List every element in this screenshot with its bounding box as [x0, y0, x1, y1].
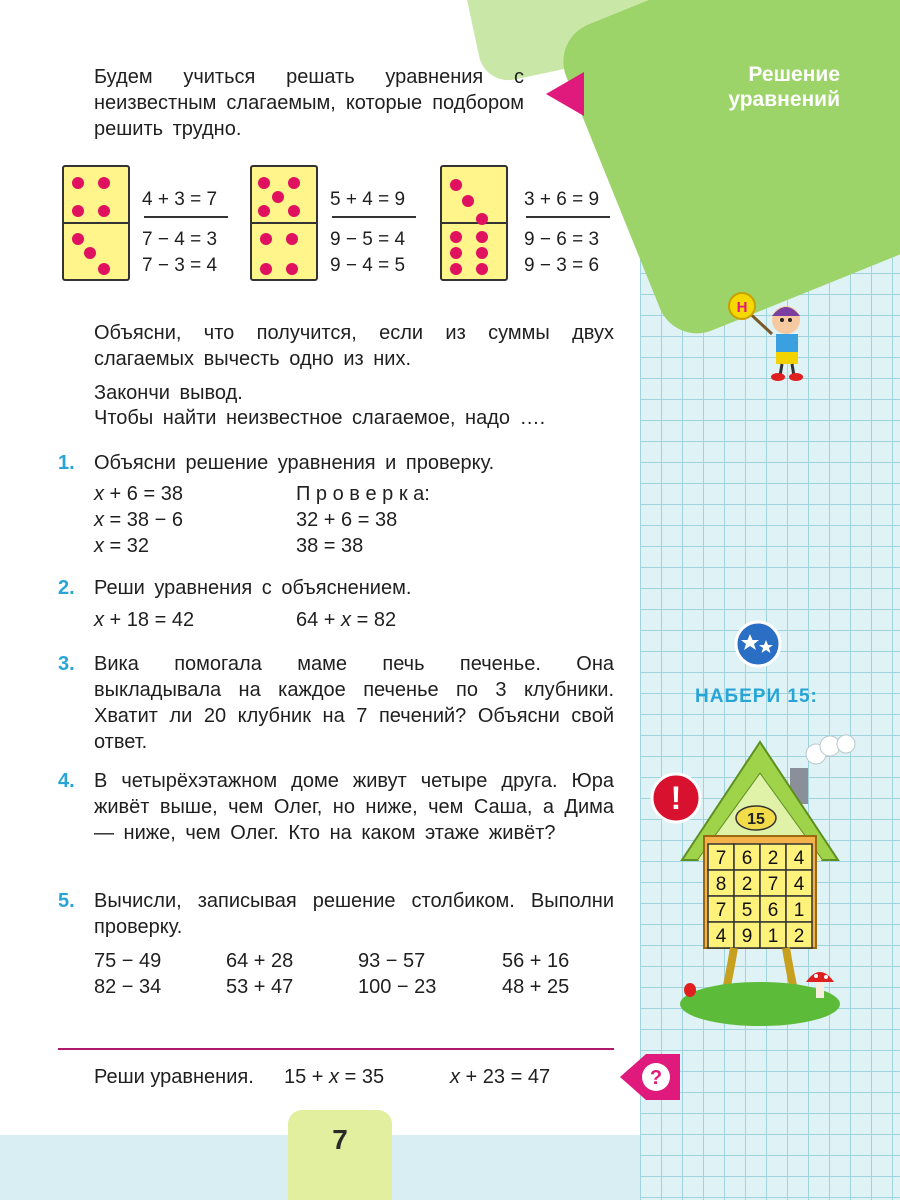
domino-dot [476, 263, 488, 275]
domino-dot [72, 177, 84, 189]
domino-dot [476, 231, 488, 243]
domino-dot [286, 233, 298, 245]
task-5-col-4 [502, 948, 569, 1000]
domino-dot [450, 231, 462, 243]
task-5-expr: 100 − 23 [358, 976, 437, 998]
magic-grid-number: 2 [767, 848, 779, 869]
task-3-number: 3. [58, 653, 75, 675]
domino-tile [440, 165, 508, 281]
exclamation-mark: ! [670, 780, 682, 816]
house-label: 15 [747, 811, 765, 828]
task-5-expr: 75 − 49 [94, 950, 162, 972]
task-1-check-title: П р о в е р к а: [296, 483, 430, 505]
domino-dot [260, 233, 272, 245]
domino-dot [450, 247, 462, 259]
question-mark: ? [649, 1067, 663, 1089]
task-3-text: Вика помогала маме печь печенье. Она выкладывала на каждое печенье по 3 клубники. Хватит ли 20 клубник на 7 печений? Объясни свой ответ. [94, 653, 614, 753]
task-5-expr: 56 + 16 [502, 950, 570, 972]
task-1-line-3: x = 32 [94, 535, 150, 557]
magic-grid-number: 5 [741, 900, 753, 921]
finish-text: Чтобы найти неизвестное слагаемое, надо …. [94, 407, 546, 429]
intro-text: Будем учиться решать уравнения с неизвестным слагаемым, которые подбором решить трудно. [94, 66, 524, 140]
domino-dot [258, 205, 270, 217]
task-1-solution [94, 481, 183, 559]
task-5-text: Вычисли, записывая решение столбиком. Выполни проверку. [94, 890, 614, 938]
task-1-number: 1. [58, 452, 75, 474]
domino-tile [250, 165, 318, 281]
task-2-eq-1: x + 18 = 42 [94, 609, 195, 631]
magic-grid [708, 844, 812, 948]
domino-dot [72, 205, 84, 217]
magic-grid-number: 7 [715, 848, 727, 869]
task-1-check-line-1: 32 + 6 = 38 [296, 509, 398, 531]
task-1-line-1: x + 6 = 38 [94, 483, 183, 505]
domino-dot [84, 247, 96, 259]
magic-house-illustration [676, 732, 876, 1032]
domino-sum: 5 + 4 = 9 [330, 189, 406, 210]
domino-sum: 3 + 6 = 9 [524, 189, 600, 210]
bottom-divider [58, 1048, 614, 1050]
magic-grid-number: 6 [741, 848, 753, 869]
page-number: 7 [332, 1124, 348, 1155]
domino-diff-2: 9 − 4 = 5 [330, 255, 406, 276]
magic-grid-number: 9 [741, 926, 753, 947]
domino-dot [260, 263, 272, 275]
task-2-number: 2. [58, 577, 75, 599]
domino-dot [462, 195, 474, 207]
bottom-eq-2: x + 23 = 47 [450, 1066, 551, 1088]
task-5-expr: 53 + 47 [226, 976, 294, 998]
domino-dot [288, 177, 300, 189]
task-5-expr: 82 − 34 [94, 976, 162, 998]
topic-pointer-icon [546, 72, 584, 116]
domino-dot [272, 191, 284, 203]
domino-fraction-line [332, 216, 416, 218]
finish-title: Закончи вывод. [94, 382, 243, 404]
task-4-number: 4. [58, 770, 75, 792]
topic-title [690, 62, 840, 112]
magic-grid-number: 6 [767, 900, 779, 921]
domino-diff-2: 9 − 3 = 6 [524, 255, 600, 276]
task-1-text: Объясни решение уравнения и проверку. [94, 452, 495, 474]
domino-diff-2: 7 − 3 = 4 [142, 255, 218, 276]
question-icon [620, 1052, 680, 1102]
domino-dot [98, 177, 110, 189]
magic-grid-number: 4 [715, 926, 727, 947]
task-2-eq-2: 64 + x = 82 [296, 609, 397, 631]
flag-letter: Н [736, 299, 748, 316]
task-5-col-3 [358, 948, 436, 1000]
task-1-check-line-2: 38 = 38 [296, 535, 364, 557]
domino-dot [450, 179, 462, 191]
domino-dot [476, 213, 488, 225]
domino-diff-1: 9 − 6 = 3 [524, 229, 600, 250]
magic-grid-number: 7 [715, 900, 727, 921]
task-5-expr: 48 + 25 [502, 976, 570, 998]
naberi-title: НАБЕРИ 15: [695, 686, 818, 707]
task-2-text: Реши уравнения с объяснением. [94, 577, 412, 599]
topic-title-line1: Решение [748, 63, 840, 86]
domino-diff-1: 9 − 5 = 4 [330, 229, 406, 250]
domino-diff-1: 7 − 4 = 3 [142, 229, 218, 250]
bottom-label: Реши уравнения. [94, 1066, 254, 1088]
boy-with-flag-icon [728, 286, 818, 382]
magic-grid-number: 1 [767, 926, 779, 947]
domino-fraction-line [526, 216, 610, 218]
domino-dot [258, 177, 270, 189]
domino-dot [98, 205, 110, 217]
magic-grid-number: 2 [793, 926, 805, 947]
bottom-eq-1: 15 + x = 35 [284, 1066, 385, 1088]
magic-grid-number: 4 [793, 848, 805, 869]
domino-sum: 4 + 3 = 7 [142, 189, 218, 210]
stars-badge-icon [734, 620, 782, 668]
domino-dot [286, 263, 298, 275]
task-5-col-1 [94, 948, 161, 1000]
magic-grid-number: 2 [741, 874, 753, 895]
domino-dot [476, 247, 488, 259]
task-4-text: В четырёхэтажном доме живут четыре друга. Юра живёт выше, чем Олег, но ниже, чем Саша, а Дима — ниже, чем Олег. Кто на каком этаже живёт? [94, 770, 614, 844]
topic-title-line2: уравнений [728, 88, 840, 111]
domino-dot [98, 263, 110, 275]
domino-dot [450, 263, 462, 275]
task-5-col-2 [226, 948, 293, 1000]
magic-grid-number: 7 [767, 874, 779, 895]
task-5-expr: 93 − 57 [358, 950, 426, 972]
task-1-check [296, 481, 430, 559]
magic-grid-number: 4 [793, 874, 805, 895]
task-5-expr: 64 + 28 [226, 950, 294, 972]
domino-dot [288, 205, 300, 217]
task-1-line-2: x = 38 − 6 [94, 509, 183, 531]
magic-grid-number: 8 [715, 874, 727, 895]
domino-fraction-line [144, 216, 228, 218]
domino-tile [62, 165, 130, 281]
explain-text: Объясни, что получится, если из суммы двух слагаемых вычесть одно из них. [94, 322, 614, 370]
magic-grid-number: 1 [793, 900, 805, 921]
task-5-number: 5. [58, 890, 75, 912]
domino-dot [72, 233, 84, 245]
